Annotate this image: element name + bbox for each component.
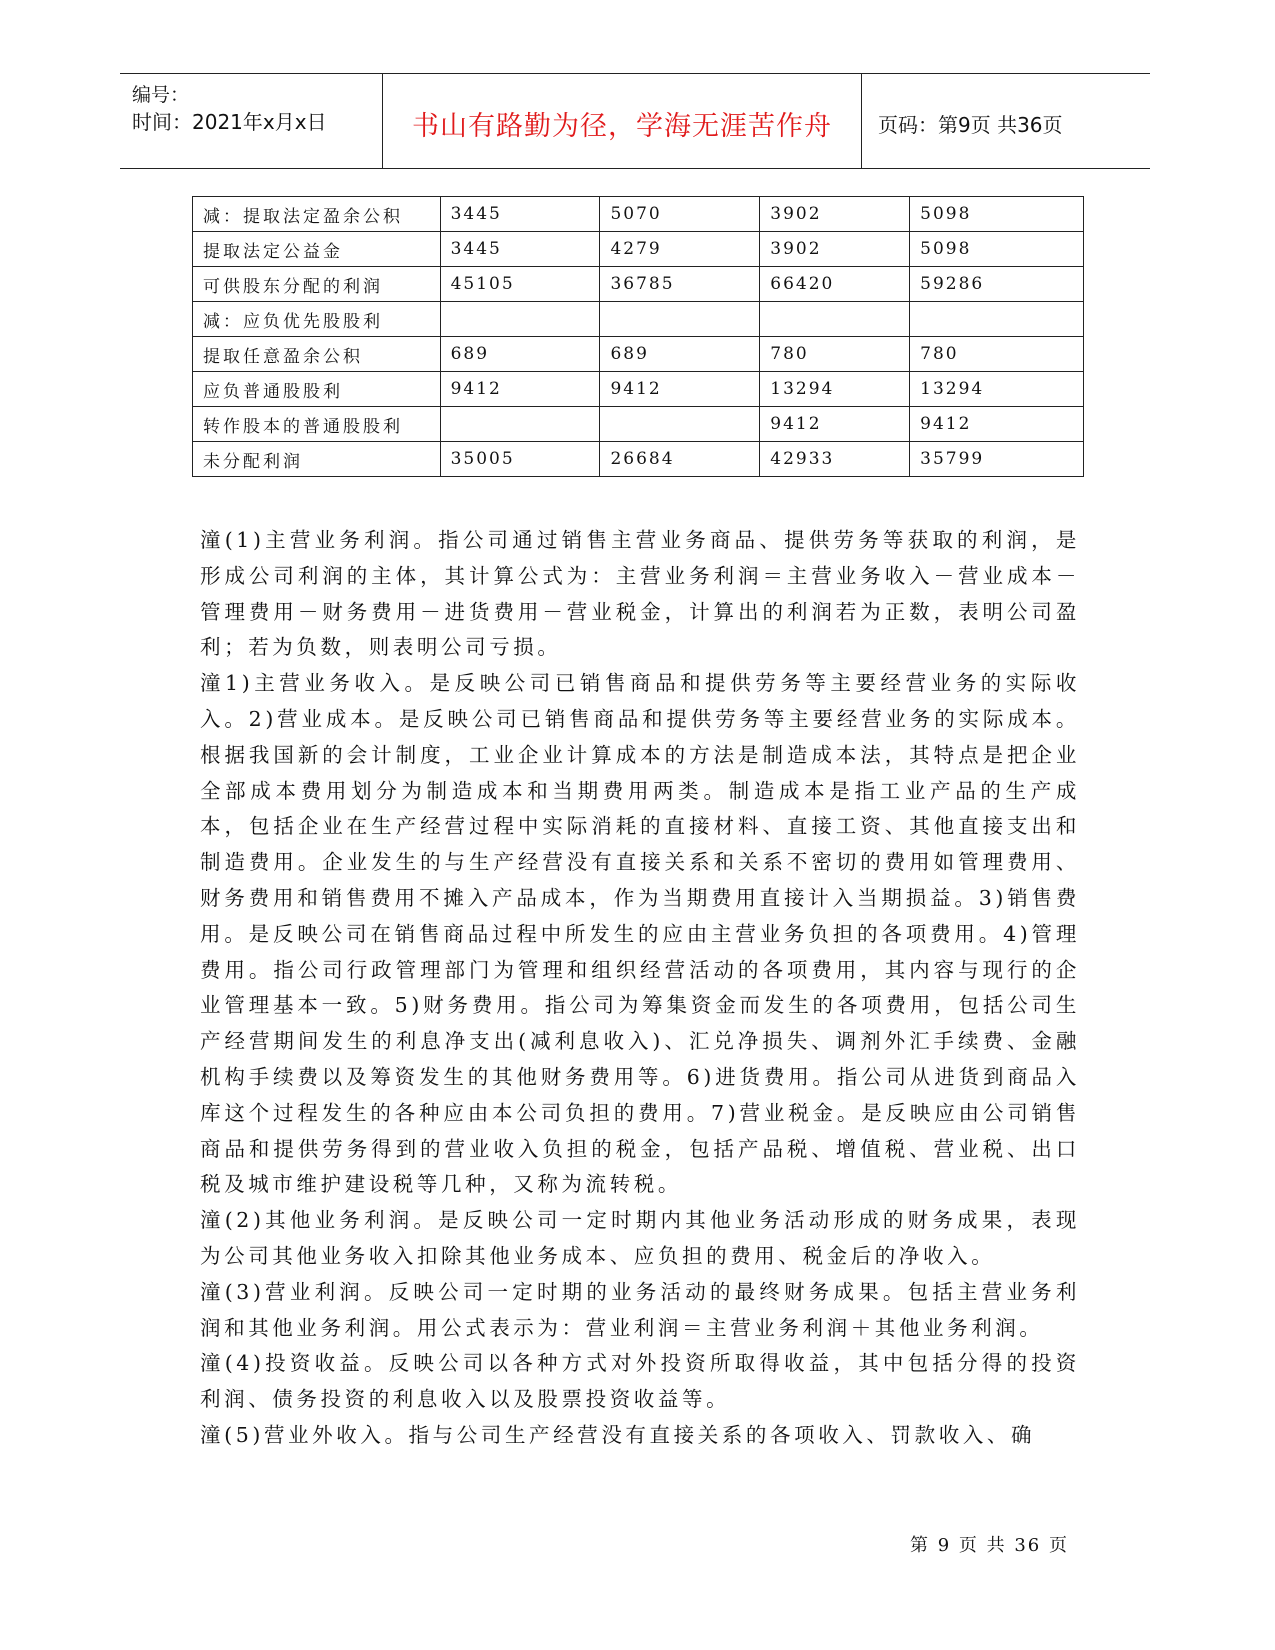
value-cell: 35799 xyxy=(910,442,1084,477)
value-cell xyxy=(760,302,910,337)
value-cell: 3445 xyxy=(440,232,600,267)
value-cell: 5070 xyxy=(600,197,760,232)
value-cell xyxy=(440,302,600,337)
header-meta xyxy=(120,74,382,168)
value-cell: 42933 xyxy=(760,442,910,477)
value-cell: 689 xyxy=(440,337,600,372)
row-label-cell: 转作股本的普通股股利 xyxy=(193,407,441,442)
table-row xyxy=(193,267,1084,302)
paragraph: 潼(1)主营业务利润。指公司通过销售主营业务商品、提供劳务等获取的利润，是形成公司利润的主体，其计算公式为：主营业务利润＝主营业务收入－营业成本－管理费用－财务费用－进货费用－营业税金，计算出的利润若为正数，表明公司盈利；若为负数，则表明公司亏损。 xyxy=(200,528,1080,660)
paragraph: 潼(4)投资收益。反映公司以各种方式对外投资所取得收益，其中包括分得的投资利润、债务投资的利息收入以及股票投资收益等。 xyxy=(200,1351,1080,1412)
row-label-cell: 未分配利润 xyxy=(193,442,441,477)
value-cell xyxy=(600,407,760,442)
page-header xyxy=(120,73,1150,169)
time-label: 时间：2021年x月x日 xyxy=(132,110,327,134)
body-text xyxy=(200,523,1080,1454)
page-footer: 第 9 页 共 36 页 xyxy=(910,1535,1069,1556)
value-cell: 9412 xyxy=(600,372,760,407)
paragraph: 潼(3)营业利润。反映公司一定时期的业务活动的最终财务成果。包括主营业务利润和其他业务利润。用公式表示为：营业利润＝主营业务利润＋其他业务利润。 xyxy=(200,1279,1080,1340)
value-cell: 66420 xyxy=(760,267,910,302)
number-label: 编号： xyxy=(132,84,190,106)
value-cell: 26684 xyxy=(600,442,760,477)
value-cell xyxy=(600,302,760,337)
value-cell: 3902 xyxy=(760,197,910,232)
header-page-cell xyxy=(862,74,1150,168)
value-cell: 5098 xyxy=(910,232,1084,267)
paragraph: 潼(5)营业外收入。指与公司生产经营没有直接关系的各项收入、罚款收入、确 xyxy=(200,1422,1036,1447)
row-label-cell: 提取任意盈余公积 xyxy=(193,337,441,372)
value-cell: 36785 xyxy=(600,267,760,302)
table-row xyxy=(193,302,1084,337)
table-row xyxy=(193,372,1084,407)
page-label: 页码：第9页 共36页 xyxy=(878,113,1063,137)
value-cell: 59286 xyxy=(910,267,1084,302)
row-label-cell: 可供股东分配的利润 xyxy=(193,267,441,302)
paragraph: 潼1)主营业务收入。是反映公司已销售商品和提供劳务等主要经营业务的实际收入。2)营业成本。是反映公司已销售商品和提供劳务等主要经营业务的实际成本。根据我国新的会计制度，工业企业计算成本的方法是制造成本法，其特点是把企业全部成本费用划分为制造成本和当期费用两类。制造成本是指工业产品的生产成本，包括企业在生产经营过程中实际消耗的直接材料、直接工资、其他直接支出和制造费用。企业发生的与生产经营没有直接关系和关系不密切的费用如管理费用、财务费用和销售费用不摊入产品成本，作为当期费用直接计入当期损益。3)销售费用。是反映公司在销售商品过程中所发生的应由主营业务负担的各项费用。4)管理费用。指公司行政管理部门为管理和组织经营活动的各项费用，其内容与现行的企业管理基本一致。5)财务费用。指公司为筹集资金而发生的各项费用，包括公司生产经营期间发生的利息净支出(减利息收入)、汇兑净损失、调剂外汇手续费、金融机构手续费以及筹资发生的其他财务费用等。6)进货费用。指公司从进货到商品入库这个过程发生的各种应由本公司负担的费用。7)营业税金。是反映应由公司销售商品和提供劳务得到的营业收入负担的税金，包括产品税、增值税、营业税、出口税及城市维护建设税等几种，又称为流转税。 xyxy=(200,671,1080,1197)
table-row xyxy=(193,337,1084,372)
value-cell: 35005 xyxy=(440,442,600,477)
value-cell xyxy=(910,302,1084,337)
row-label-cell: 应负普通股股利 xyxy=(193,372,441,407)
value-cell: 780 xyxy=(910,337,1084,372)
paragraph: 潼(2)其他业务利润。是反映公司一定时期内其他业务活动形成的财务成果，表现为公司其他业务收入扣除其他业务成本、应负担的费用、税金后的净收入。 xyxy=(200,1208,1080,1268)
value-cell: 689 xyxy=(600,337,760,372)
profit-distribution-table xyxy=(192,196,1084,477)
value-cell: 3445 xyxy=(440,197,600,232)
value-cell: 45105 xyxy=(440,267,600,302)
value-cell: 9412 xyxy=(910,407,1084,442)
header-motto-cell xyxy=(382,74,862,168)
table-row xyxy=(193,197,1084,232)
value-cell: 13294 xyxy=(910,372,1084,407)
table-row xyxy=(193,232,1084,267)
value-cell: 780 xyxy=(760,337,910,372)
row-label-cell: 提取法定公益金 xyxy=(193,232,441,267)
value-cell: 9412 xyxy=(440,372,600,407)
value-cell xyxy=(440,407,600,442)
value-cell: 9412 xyxy=(760,407,910,442)
row-label-cell: 减：应负优先股股利 xyxy=(193,302,441,337)
value-cell: 13294 xyxy=(760,372,910,407)
motto: 书山有路勤为径，学海无涯苦作舟 xyxy=(412,111,832,142)
table-row xyxy=(193,407,1084,442)
value-cell: 5098 xyxy=(910,197,1084,232)
value-cell: 4279 xyxy=(600,232,760,267)
value-cell: 3902 xyxy=(760,232,910,267)
row-label-cell: 减：提取法定盈余公积 xyxy=(193,197,441,232)
table-row xyxy=(193,442,1084,477)
